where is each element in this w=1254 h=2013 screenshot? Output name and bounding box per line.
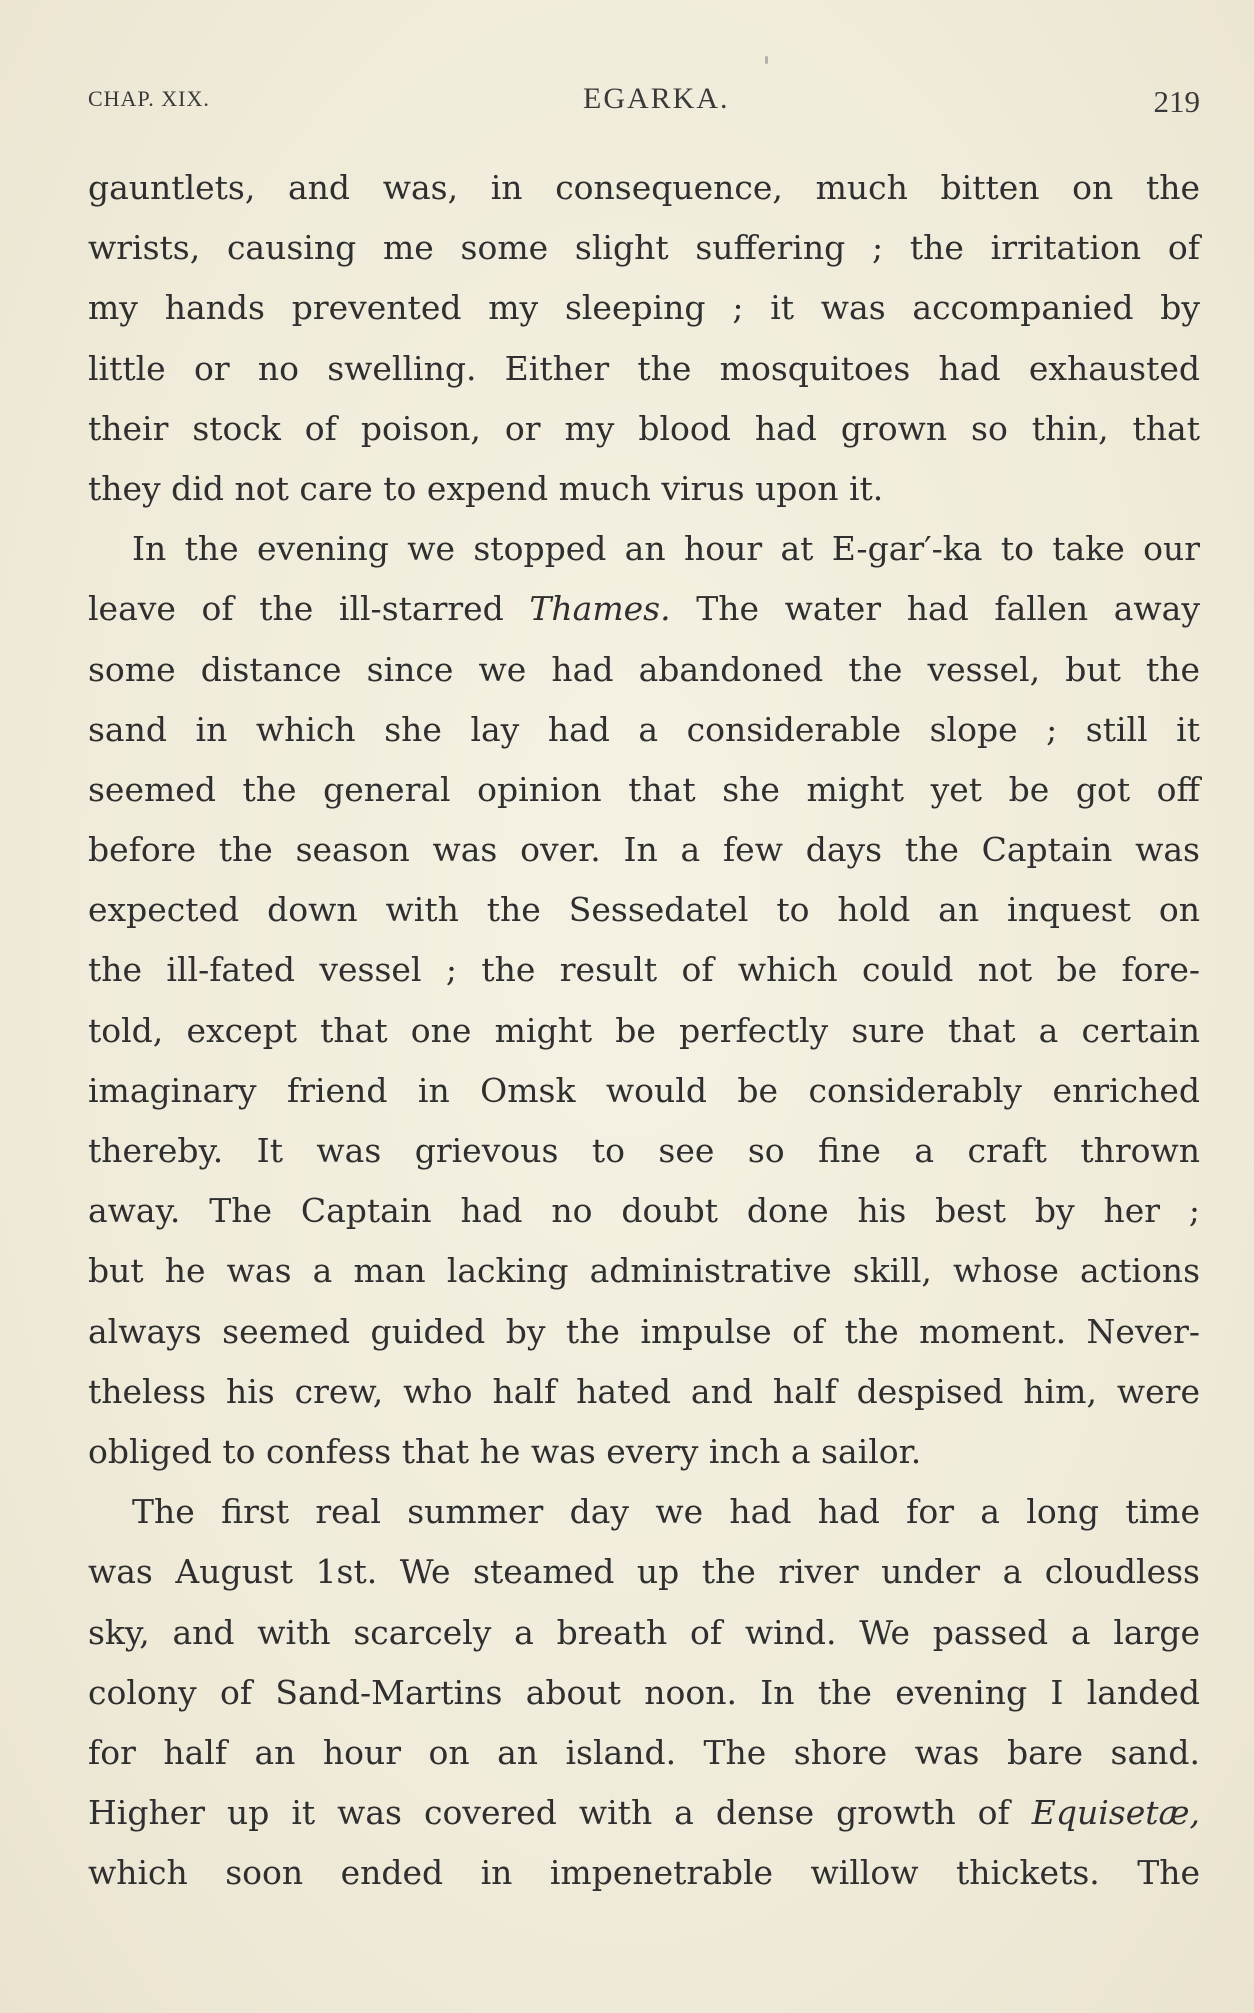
text-line: was August 1st. We steamed up the river under a cloudless	[88, 1552, 1200, 1592]
text-line: for half an hour on an island. The shore was bare sand.	[88, 1732, 1200, 1772]
plant-name: Equisetæ,	[1031, 1793, 1200, 1833]
text-line: some distance since we had abandoned the vessel, but the	[88, 649, 1200, 689]
text-line: The first real summer day we had had for a long time	[132, 1492, 1200, 1532]
text-line: little or no swelling. Either the mosquitoes had exhausted	[88, 348, 1200, 388]
text-line: wrists, causing me some slight suffering ; the irritation of	[88, 228, 1200, 268]
text-line: the ill-fated vessel ; the result of which could not be fore-	[88, 950, 1200, 990]
running-head	[88, 82, 1200, 122]
text-line: but he was a man lacking administrative skill, whose actions	[88, 1251, 1200, 1291]
text-line: gauntlets, and was, in consequence, much bitten on the	[88, 168, 1200, 207]
ship-name: Thames.	[529, 589, 671, 629]
text-line: before the season was over. In a few days the Captain was	[88, 830, 1200, 870]
text-line: away. The Captain had no doubt done his best by her ;	[88, 1191, 1200, 1231]
running-title: EGARKA.	[583, 82, 730, 115]
text-line: which soon ended in impenetrable willow thickets. The	[88, 1853, 1200, 1893]
body-text	[88, 158, 1200, 1903]
text-line: my hands prevented my sleeping ; it was accompanied by	[88, 288, 1200, 328]
text-fragment: leave of the ill-starred	[88, 589, 530, 629]
text-line: In the evening we stopped an hour at E-gar′-ka to take our	[132, 529, 1200, 569]
text-line: imaginary friend in Omsk would be considerably enriched	[88, 1070, 1200, 1110]
text-line: obliged to confess that he was every inch a sailor.	[88, 1431, 922, 1471]
text-line	[88, 1783, 1200, 1843]
print-speck	[765, 56, 768, 64]
text-line: theless his crew, who half hated and half despised him, were	[88, 1371, 1200, 1411]
text-line: seemed the general opinion that she might yet be got off	[88, 769, 1200, 809]
text-line: expected down with the Sessedatel to hold an inquest on	[88, 890, 1200, 930]
text-line: colony of Sand-Martins about noon. In the evening I landed	[88, 1672, 1200, 1712]
text-line: sand in which she lay had a considerable slope ; still it	[88, 709, 1200, 749]
text-fragment: The water had fallen away	[670, 589, 1200, 629]
text-line: told, except that one might be perfectly sure that a certain	[88, 1010, 1200, 1050]
text-line: thereby. It was grievous to see so fine a craft thrown	[88, 1131, 1200, 1170]
text-line: their stock of poison, or my blood had grown so thin, that	[88, 408, 1200, 448]
chapter-label: CHAP. XIX.	[88, 86, 210, 111]
text-line	[88, 579, 1200, 639]
text-line: sky, and with scarcely a breath of wind. We passed a large	[88, 1612, 1200, 1652]
page-number: 219	[1153, 84, 1200, 119]
text-line: they did not care to expend much virus upon it.	[88, 468, 884, 508]
text-line: always seemed guided by the impulse of the moment. Never-	[88, 1311, 1200, 1351]
text-fragment: Higher up it was covered with a dense growth of	[88, 1793, 1032, 1833]
